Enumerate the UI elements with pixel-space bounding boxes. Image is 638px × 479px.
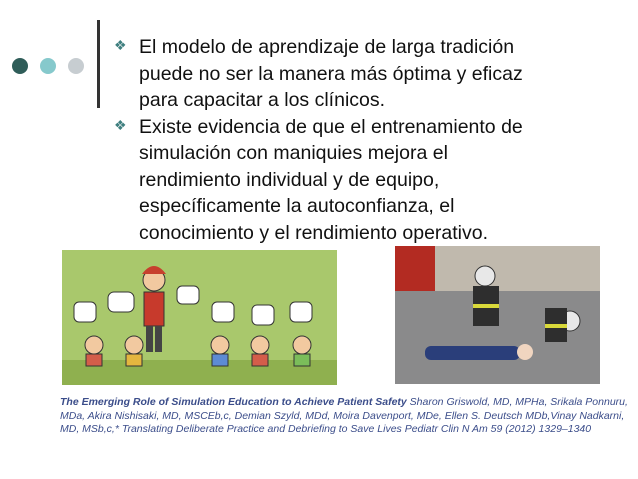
vertical-divider — [97, 20, 100, 108]
caption-title: The Emerging Role of Simulation Education to Achieve Patient Safety — [60, 396, 407, 408]
reference-caption — [60, 396, 630, 437]
diamond-bullet-icon — [114, 119, 127, 132]
bullet-list — [114, 34, 634, 246]
classroom-illustration-svg — [62, 250, 337, 385]
dot-teal-icon — [40, 58, 56, 74]
dot-grey-icon — [68, 58, 84, 74]
bullet-text: El modelo de aprendizaje de larga tradición puede no ser la manera más óptima y eficaz para capacitar a los clínicos. — [139, 36, 523, 111]
bullet-text: Existe evidencia de que el entrenamiento de simulación con maniquies mejora el rendimiento individual y de equipo, específicamente la autoconfianza, el conocimiento y el rendimiento operativo. — [139, 115, 523, 244]
diamond-bullet-icon — [114, 39, 127, 52]
firefighters-training-photo-svg — [395, 246, 600, 384]
classroom-illustration — [62, 250, 337, 385]
dot-dark-icon — [12, 58, 28, 74]
firefighters-training-photo — [395, 246, 600, 384]
caption-authors: Sharon Griswold, MD, MPHa, Srikala Ponnuru, MDa, Akira Nishisaki, MD, MSCEb,c, Demian Szyld, MDd, Moira Davenport, MDe, Ellen S. Deutsch MDb,Vinay Nadkarni, MD, MSb,c,* Translating Deliberate Practice and Debriefing to Save Lives Pediatr Clin N Am 59 (2012) 1329–1340 — [60, 396, 628, 435]
bullet-item — [114, 114, 634, 247]
bullet-item — [114, 34, 634, 114]
